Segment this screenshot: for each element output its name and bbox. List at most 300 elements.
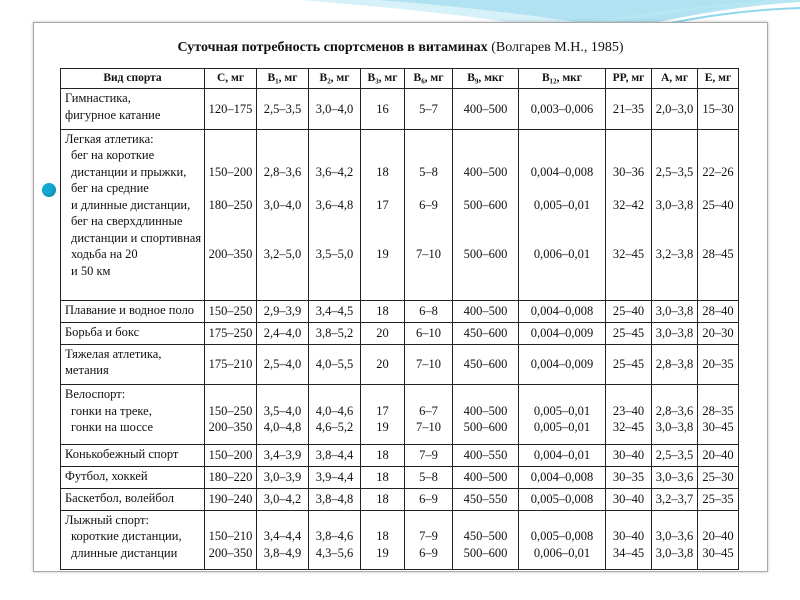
value-line: 18 bbox=[376, 303, 389, 318]
value-line: 150–200 bbox=[208, 164, 253, 179]
value-line: 0,005–0,008 bbox=[530, 529, 594, 544]
value-line: 3,0–3,8 bbox=[655, 545, 694, 560]
value-cell bbox=[519, 322, 606, 344]
value-cell bbox=[205, 344, 257, 385]
sport-label: Велоспорт: bbox=[65, 387, 126, 402]
value-cell bbox=[205, 488, 257, 510]
value-line: 3,2–5,0 bbox=[263, 247, 302, 262]
sport-cell bbox=[61, 322, 205, 344]
value-line: 3,8–5,2 bbox=[315, 325, 354, 340]
value-cell bbox=[361, 510, 405, 569]
document-card bbox=[33, 22, 768, 572]
value-line: 7–10 bbox=[416, 357, 441, 372]
value-line: 28–45 bbox=[702, 247, 734, 262]
value-line: 500–600 bbox=[463, 420, 508, 435]
sport-label: бег на средние bbox=[71, 181, 149, 196]
value-line: 4,0–4,6 bbox=[315, 403, 354, 418]
value-cell bbox=[361, 444, 405, 466]
value-line: 3,8–4,8 bbox=[315, 491, 354, 506]
value-cell bbox=[405, 466, 453, 488]
value-cell bbox=[519, 444, 606, 466]
bullet-dot bbox=[42, 183, 56, 197]
value-cell bbox=[361, 300, 405, 322]
value-cell bbox=[698, 385, 739, 444]
value-cell bbox=[205, 444, 257, 466]
value-cell bbox=[453, 344, 519, 385]
value-cell bbox=[309, 488, 361, 510]
value-cell bbox=[257, 129, 309, 300]
sport-cell bbox=[61, 510, 205, 569]
sport-label: Лыжный спорт: bbox=[65, 512, 149, 527]
value-cell bbox=[652, 488, 698, 510]
value-cell bbox=[519, 89, 606, 130]
value-cell bbox=[205, 385, 257, 444]
value-cell bbox=[309, 344, 361, 385]
value-line: 17 bbox=[376, 403, 389, 418]
value-cell bbox=[405, 89, 453, 130]
value-line: 16 bbox=[376, 101, 389, 116]
value-cell bbox=[405, 488, 453, 510]
value-line: 7–9 bbox=[419, 447, 438, 462]
value-line: 17 bbox=[376, 197, 389, 212]
value-cell bbox=[405, 444, 453, 466]
value-line: 0,005–0,008 bbox=[530, 491, 594, 506]
value-line: 19 bbox=[376, 545, 389, 560]
value-line: 4,3–5,6 bbox=[315, 545, 354, 560]
sport-label: метания bbox=[65, 363, 109, 378]
value-cell bbox=[698, 344, 739, 385]
table-row bbox=[61, 344, 739, 385]
value-line: 2,5–3,5 bbox=[655, 164, 694, 179]
value-line: 30–45 bbox=[702, 420, 734, 435]
value-line: 20–40 bbox=[702, 529, 734, 544]
table-row bbox=[61, 488, 739, 510]
value-cell bbox=[606, 344, 652, 385]
value-cell bbox=[257, 300, 309, 322]
value-cell bbox=[519, 344, 606, 385]
value-cell bbox=[205, 129, 257, 300]
value-cell bbox=[652, 444, 698, 466]
value-line: 450–600 bbox=[463, 325, 508, 340]
value-line: 3,5–5,0 bbox=[315, 247, 354, 262]
value-line: 3,0–3,8 bbox=[655, 325, 694, 340]
sport-cell bbox=[61, 89, 205, 130]
value-line: 25–45 bbox=[612, 325, 645, 340]
value-line: 3,0–3,8 bbox=[655, 197, 694, 212]
column-header: B₉, мкг bbox=[453, 69, 519, 89]
sport-label: Гимнастика, bbox=[65, 91, 131, 105]
value-cell bbox=[519, 466, 606, 488]
value-line: 7–9 bbox=[419, 529, 438, 544]
title-main: Суточная потребность спортсменов в витаминах bbox=[177, 40, 488, 55]
sport-label: ходьба на 20 bbox=[71, 247, 138, 262]
value-line: 22–26 bbox=[702, 164, 734, 179]
value-cell bbox=[606, 385, 652, 444]
value-line: 15–30 bbox=[702, 101, 734, 116]
value-line: 0,005–0,01 bbox=[533, 197, 591, 212]
sport-label: Тяжелая атлетика, bbox=[65, 346, 162, 361]
sport-label: дистанции и прыжки, bbox=[71, 164, 187, 179]
value-cell bbox=[257, 444, 309, 466]
value-line: 19 bbox=[376, 420, 389, 435]
value-line: 2,8–3,8 bbox=[655, 357, 694, 372]
value-line: 6–8 bbox=[419, 303, 438, 318]
table-row bbox=[61, 129, 739, 300]
value-line: 7–10 bbox=[416, 420, 441, 435]
value-line: 2,5–3,5 bbox=[263, 101, 302, 116]
table-row bbox=[61, 444, 739, 466]
value-line: 0,004–0,01 bbox=[533, 447, 591, 462]
table-row bbox=[61, 89, 739, 130]
value-line: 6–10 bbox=[416, 325, 441, 340]
value-line: 32–45 bbox=[612, 247, 645, 262]
value-cell bbox=[606, 444, 652, 466]
value-line: 25–35 bbox=[702, 491, 734, 506]
value-line: 5–8 bbox=[419, 164, 438, 179]
value-cell bbox=[405, 344, 453, 385]
value-line: 7–10 bbox=[416, 247, 441, 262]
value-line: 19 bbox=[376, 247, 389, 262]
table-row bbox=[61, 510, 739, 569]
value-line: 500–600 bbox=[463, 197, 508, 212]
sport-cell bbox=[61, 129, 205, 300]
value-line: 32–42 bbox=[612, 197, 645, 212]
value-line: 150–250 bbox=[208, 403, 253, 418]
sport-label: и длинные дистанции, bbox=[71, 197, 191, 212]
value-line: 400–500 bbox=[463, 101, 508, 116]
value-line: 0,004–0,008 bbox=[530, 164, 594, 179]
table-row bbox=[61, 466, 739, 488]
vitamin-table bbox=[60, 68, 739, 570]
value-cell bbox=[205, 89, 257, 130]
value-cell bbox=[257, 466, 309, 488]
sport-label: Футбол, хоккей bbox=[65, 468, 148, 483]
value-line: 3,0–3,8 bbox=[655, 303, 694, 318]
value-cell bbox=[405, 385, 453, 444]
value-cell bbox=[257, 488, 309, 510]
sport-label: бег на сверхдлинные bbox=[71, 214, 183, 229]
value-line: 6–9 bbox=[419, 197, 438, 212]
value-line: 25–30 bbox=[702, 469, 734, 484]
value-cell bbox=[652, 510, 698, 569]
sport-label: фигурное катание bbox=[65, 107, 161, 122]
value-line: 0,005–0,01 bbox=[533, 420, 591, 435]
value-line: 3,0–3,6 bbox=[655, 469, 694, 484]
value-cell bbox=[652, 89, 698, 130]
value-cell bbox=[698, 510, 739, 569]
value-cell bbox=[453, 444, 519, 466]
value-cell bbox=[361, 466, 405, 488]
column-header: E, мг bbox=[698, 69, 739, 89]
value-cell bbox=[361, 129, 405, 300]
sport-label: Легкая атлетика: bbox=[65, 131, 154, 146]
value-line: 3,0–4,0 bbox=[263, 197, 302, 212]
value-cell bbox=[205, 466, 257, 488]
value-cell bbox=[309, 444, 361, 466]
value-cell bbox=[698, 129, 739, 300]
sport-label: Баскетбол, волейбол bbox=[65, 490, 175, 505]
column-header: B₁₂, мкг bbox=[519, 69, 606, 89]
value-line: 450–550 bbox=[463, 491, 508, 506]
value-line: 2,0–3,0 bbox=[655, 101, 694, 116]
sport-label: длинные дистанции bbox=[71, 545, 178, 560]
value-line: 30–35 bbox=[612, 469, 645, 484]
value-line: 3,6–4,2 bbox=[315, 164, 354, 179]
sport-label: гонки на шоссе bbox=[71, 420, 153, 435]
value-line: 0,004–0,008 bbox=[530, 303, 594, 318]
value-line: 200–350 bbox=[208, 420, 253, 435]
value-line: 150–250 bbox=[208, 303, 253, 318]
value-line: 150–200 bbox=[208, 447, 253, 462]
value-line: 6–9 bbox=[419, 491, 438, 506]
sport-cell bbox=[61, 344, 205, 385]
value-line: 450–500 bbox=[463, 529, 508, 544]
value-line: 400–500 bbox=[463, 303, 508, 318]
value-line: 190–240 bbox=[208, 491, 253, 506]
value-cell bbox=[257, 322, 309, 344]
sport-cell bbox=[61, 444, 205, 466]
value-line: 6–9 bbox=[419, 545, 438, 560]
value-cell bbox=[361, 385, 405, 444]
value-cell bbox=[698, 488, 739, 510]
value-cell bbox=[519, 129, 606, 300]
value-line: 23–40 bbox=[612, 403, 645, 418]
value-cell bbox=[309, 300, 361, 322]
value-line: 2,5–4,0 bbox=[263, 357, 302, 372]
value-cell bbox=[405, 510, 453, 569]
value-cell bbox=[698, 466, 739, 488]
value-line: 2,5–3,5 bbox=[655, 447, 694, 462]
value-cell bbox=[361, 488, 405, 510]
column-header: B₂, мг bbox=[309, 69, 361, 89]
value-line: 25–45 bbox=[612, 357, 645, 372]
value-line: 400–500 bbox=[463, 403, 508, 418]
value-line: 21–35 bbox=[612, 101, 645, 116]
column-header: B₆, мг bbox=[405, 69, 453, 89]
value-line: 500–600 bbox=[463, 247, 508, 262]
value-line: 4,6–5,2 bbox=[315, 420, 354, 435]
value-cell bbox=[205, 322, 257, 344]
value-line: 0,004–0,009 bbox=[530, 357, 594, 372]
sport-label: Плавание и водное поло bbox=[65, 302, 195, 317]
value-line: 28–35 bbox=[702, 403, 734, 418]
value-line: 3,9–4,4 bbox=[315, 469, 354, 484]
value-line: 150–210 bbox=[208, 529, 253, 544]
value-line: 3,8–4,9 bbox=[263, 545, 302, 560]
value-line: 3,0–4,2 bbox=[263, 491, 302, 506]
value-line: 3,2–3,8 bbox=[655, 247, 694, 262]
value-cell bbox=[606, 322, 652, 344]
value-cell bbox=[257, 344, 309, 385]
value-cell bbox=[453, 510, 519, 569]
value-line: 18 bbox=[376, 529, 389, 544]
value-cell bbox=[205, 300, 257, 322]
value-line: 5–7 bbox=[419, 101, 438, 116]
document-title bbox=[34, 40, 767, 56]
value-line: 3,5–4,0 bbox=[263, 403, 302, 418]
header-row bbox=[61, 69, 739, 89]
value-line: 0,003–0,006 bbox=[530, 101, 594, 116]
value-line: 200–350 bbox=[208, 247, 253, 262]
value-cell bbox=[698, 89, 739, 130]
value-line: 2,4–4,0 bbox=[263, 325, 302, 340]
value-cell bbox=[698, 322, 739, 344]
value-line: 120–175 bbox=[208, 101, 253, 116]
value-cell bbox=[361, 89, 405, 130]
value-cell bbox=[453, 322, 519, 344]
value-line: 400–500 bbox=[463, 469, 508, 484]
value-cell bbox=[652, 322, 698, 344]
value-cell bbox=[309, 466, 361, 488]
table-body bbox=[61, 89, 739, 570]
value-line: 30–40 bbox=[612, 491, 645, 506]
sport-label: Конькобежный спорт bbox=[65, 446, 179, 461]
value-line: 0,006–0,01 bbox=[533, 247, 591, 262]
value-line: 450–600 bbox=[463, 357, 508, 372]
table-row bbox=[61, 385, 739, 444]
value-line: 400–500 bbox=[463, 164, 508, 179]
value-line: 18 bbox=[376, 469, 389, 484]
value-line: 400–550 bbox=[463, 447, 508, 462]
title-source: (Волгарев М.Н., 1985) bbox=[491, 40, 624, 55]
value-line: 18 bbox=[376, 491, 389, 506]
value-cell bbox=[652, 129, 698, 300]
value-cell bbox=[257, 385, 309, 444]
value-cell bbox=[698, 444, 739, 466]
value-line: 3,4–3,9 bbox=[263, 447, 302, 462]
value-line: 175–250 bbox=[208, 325, 253, 340]
value-line: 28–40 bbox=[702, 303, 734, 318]
value-cell bbox=[519, 488, 606, 510]
value-line: 3,0–4,0 bbox=[315, 101, 354, 116]
value-line: 20–30 bbox=[702, 325, 734, 340]
value-cell bbox=[606, 510, 652, 569]
sport-label: Борьба и бокс bbox=[65, 324, 140, 339]
value-line: 5–8 bbox=[419, 469, 438, 484]
value-line: 0,004–0,009 bbox=[530, 325, 594, 340]
column-header: Вид спорта bbox=[61, 69, 205, 89]
value-line: 0,006–0,01 bbox=[533, 545, 591, 560]
sport-cell bbox=[61, 300, 205, 322]
value-cell bbox=[453, 129, 519, 300]
value-line: 6–7 bbox=[419, 403, 438, 418]
value-line: 175–210 bbox=[208, 357, 253, 372]
value-cell bbox=[519, 300, 606, 322]
value-cell bbox=[453, 300, 519, 322]
table-row bbox=[61, 300, 739, 322]
value-line: 200–350 bbox=[208, 545, 253, 560]
table-row bbox=[61, 322, 739, 344]
value-line: 4,0–4,8 bbox=[263, 420, 302, 435]
value-line: 2,8–3,6 bbox=[655, 403, 694, 418]
value-cell bbox=[652, 300, 698, 322]
column-header: PP, мг bbox=[606, 69, 652, 89]
value-cell bbox=[405, 322, 453, 344]
sport-label: бег на короткие bbox=[71, 148, 155, 163]
sport-label: короткие дистанции, bbox=[71, 529, 182, 544]
value-cell bbox=[309, 385, 361, 444]
value-line: 20–35 bbox=[702, 357, 734, 372]
value-line: 2,8–3,6 bbox=[263, 164, 302, 179]
value-cell bbox=[606, 488, 652, 510]
value-line: 30–40 bbox=[612, 447, 645, 462]
value-cell bbox=[652, 344, 698, 385]
column-header: B₁, мг bbox=[257, 69, 309, 89]
value-cell bbox=[405, 300, 453, 322]
value-line: 18 bbox=[376, 447, 389, 462]
value-cell bbox=[361, 322, 405, 344]
value-line: 500–600 bbox=[463, 545, 508, 560]
value-cell bbox=[519, 510, 606, 569]
value-cell bbox=[453, 488, 519, 510]
value-line: 30–36 bbox=[612, 164, 645, 179]
column-header: С, мг bbox=[205, 69, 257, 89]
column-header: A, мг bbox=[652, 69, 698, 89]
value-line: 180–220 bbox=[208, 469, 253, 484]
value-cell bbox=[453, 89, 519, 130]
value-line: 3,8–4,6 bbox=[315, 529, 354, 544]
value-line: 2,9–3,9 bbox=[263, 303, 302, 318]
value-line: 34–45 bbox=[612, 545, 645, 560]
value-line: 0,005–0,01 bbox=[533, 403, 591, 418]
value-cell bbox=[205, 510, 257, 569]
value-line: 3,8–4,4 bbox=[315, 447, 354, 462]
value-cell bbox=[519, 385, 606, 444]
value-cell bbox=[698, 300, 739, 322]
value-cell bbox=[257, 510, 309, 569]
value-line: 3,4–4,5 bbox=[315, 303, 354, 318]
value-cell bbox=[606, 89, 652, 130]
value-line: 3,0–3,6 bbox=[655, 529, 694, 544]
sport-label: и 50 км bbox=[71, 263, 111, 278]
value-line: 25–40 bbox=[612, 303, 645, 318]
value-cell bbox=[453, 466, 519, 488]
sport-label: гонки на треке, bbox=[71, 403, 152, 418]
sport-cell bbox=[61, 488, 205, 510]
value-line: 3,4–4,4 bbox=[263, 529, 302, 544]
value-line: 4,0–5,5 bbox=[315, 357, 354, 372]
sport-cell bbox=[61, 466, 205, 488]
value-cell bbox=[606, 466, 652, 488]
sport-cell bbox=[61, 385, 205, 444]
value-line: 32–45 bbox=[612, 420, 645, 435]
value-line: 25–40 bbox=[702, 197, 734, 212]
value-line: 3,0–3,8 bbox=[655, 420, 694, 435]
value-line: 30–45 bbox=[702, 545, 734, 560]
value-line: 0,004–0,008 bbox=[530, 469, 594, 484]
value-line: 30–40 bbox=[612, 529, 645, 544]
value-line: 3,2–3,7 bbox=[655, 491, 694, 506]
value-cell bbox=[309, 322, 361, 344]
value-line: 20–40 bbox=[702, 447, 734, 462]
value-line: 18 bbox=[376, 164, 389, 179]
value-cell bbox=[453, 385, 519, 444]
value-line: 3,0–3,9 bbox=[263, 469, 302, 484]
value-cell bbox=[606, 300, 652, 322]
value-cell bbox=[257, 89, 309, 130]
value-cell bbox=[309, 510, 361, 569]
value-cell bbox=[309, 129, 361, 300]
value-line: 20 bbox=[376, 357, 389, 372]
value-line: 20 bbox=[376, 325, 389, 340]
value-cell bbox=[652, 385, 698, 444]
sport-label: дистанции и спортивная bbox=[71, 230, 202, 245]
value-cell bbox=[405, 129, 453, 300]
column-header: B₃, мг bbox=[361, 69, 405, 89]
value-cell bbox=[361, 344, 405, 385]
value-line: 3,6–4,8 bbox=[315, 197, 354, 212]
value-cell bbox=[309, 89, 361, 130]
